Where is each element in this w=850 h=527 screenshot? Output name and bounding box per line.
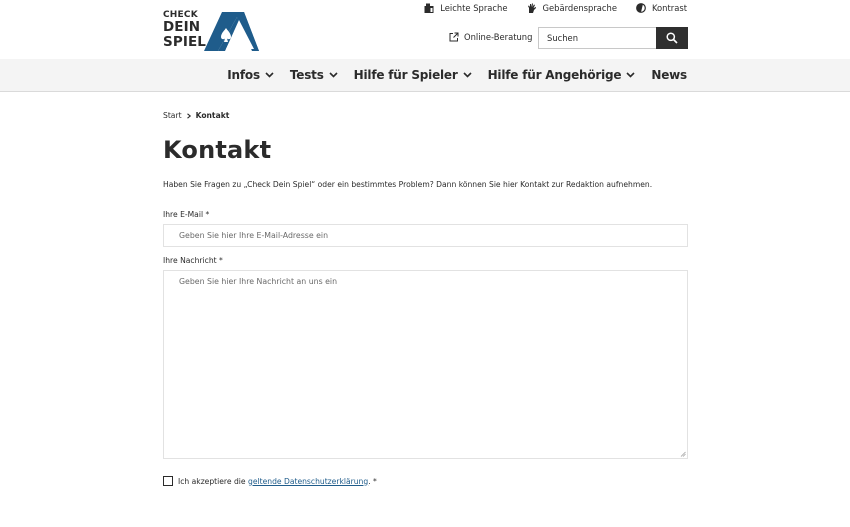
easy-language-icon: [424, 3, 434, 13]
breadcrumb-current: Kontakt: [195, 111, 230, 120]
consent-prefix: Ich akzeptiere die: [178, 476, 248, 486]
sign-language-icon: [527, 3, 537, 13]
logo-line-check: CHECK: [163, 10, 198, 20]
privacy-policy-link[interactable]: geltende Datenschutzerklärung: [248, 476, 369, 486]
message-label: Ihre Nachricht *: [163, 256, 223, 265]
chevron-down-icon: [463, 72, 472, 78]
breadcrumb-start[interactable]: Start: [163, 111, 182, 120]
nav-item-hilfe-fuer-spieler[interactable]: [354, 68, 472, 82]
contrast-icon: [636, 3, 646, 13]
gebaerdensprache-link[interactable]: [527, 3, 617, 13]
consent-suffix: . *: [368, 476, 377, 486]
online-beratung-label: Online-Beratung: [464, 32, 533, 42]
leichte-sprache-label: Leichte Sprache: [440, 2, 508, 13]
meta-links: [424, 1, 687, 14]
logo-text: [163, 10, 206, 49]
breadcrumb: [163, 111, 229, 120]
search-input[interactable]: [538, 27, 656, 49]
nav-item-infos[interactable]: [227, 68, 274, 82]
nav-item-news[interactable]: [651, 68, 687, 82]
gebaerdensprache-label: Gebärdensprache: [542, 2, 617, 13]
nav-item-label: Infos: [227, 68, 260, 82]
email-field[interactable]: [163, 224, 688, 247]
kontrast-toggle[interactable]: [636, 3, 687, 13]
logo-line-spiel: SPIEL: [163, 33, 206, 50]
nav-items: [227, 59, 687, 91]
privacy-consent: [163, 476, 377, 486]
site-header: [0, 0, 850, 59]
page-title: Kontakt: [163, 136, 272, 164]
nav-item-label: News: [651, 68, 687, 82]
nav-item-label: Hilfe für Angehörige: [487, 68, 622, 82]
privacy-consent-checkbox[interactable]: [163, 476, 173, 486]
email-label: Ihre E-Mail *: [163, 210, 210, 219]
main-navigation: [0, 59, 850, 92]
kontrast-label: Kontrast: [651, 2, 687, 13]
leichte-sprache-link[interactable]: [424, 3, 507, 13]
chevron-down-icon: [626, 72, 635, 78]
online-beratung-link[interactable]: [449, 32, 532, 42]
nav-item-tests[interactable]: [290, 68, 338, 82]
consent-label: [178, 477, 377, 486]
nav-item-hilfe-fuer-angehoerige[interactable]: [488, 68, 636, 82]
search-form: [538, 27, 688, 49]
search-button[interactable]: [656, 27, 688, 49]
chevron-right-icon: [186, 113, 192, 119]
logo-line-dein: DEIN: [163, 19, 201, 35]
intro-text: Haben Sie Fragen zu „Check Dein Spiel“ oder ein bestimmtes Problem? Dann können Sie hier Kontakt zur Redaktion aufnehmen.: [163, 180, 653, 189]
search-icon: [666, 32, 678, 44]
logo-card-tent-icon: [204, 11, 259, 51]
chevron-down-icon: [265, 72, 274, 78]
message-field[interactable]: [163, 270, 688, 459]
nav-item-label: Hilfe für Spieler: [353, 68, 458, 82]
nav-item-label: Tests: [289, 68, 324, 82]
chevron-down-icon: [329, 72, 338, 78]
external-link-icon: [449, 32, 459, 42]
resize-handle-icon[interactable]: [680, 451, 686, 457]
logo[interactable]: [163, 10, 259, 52]
